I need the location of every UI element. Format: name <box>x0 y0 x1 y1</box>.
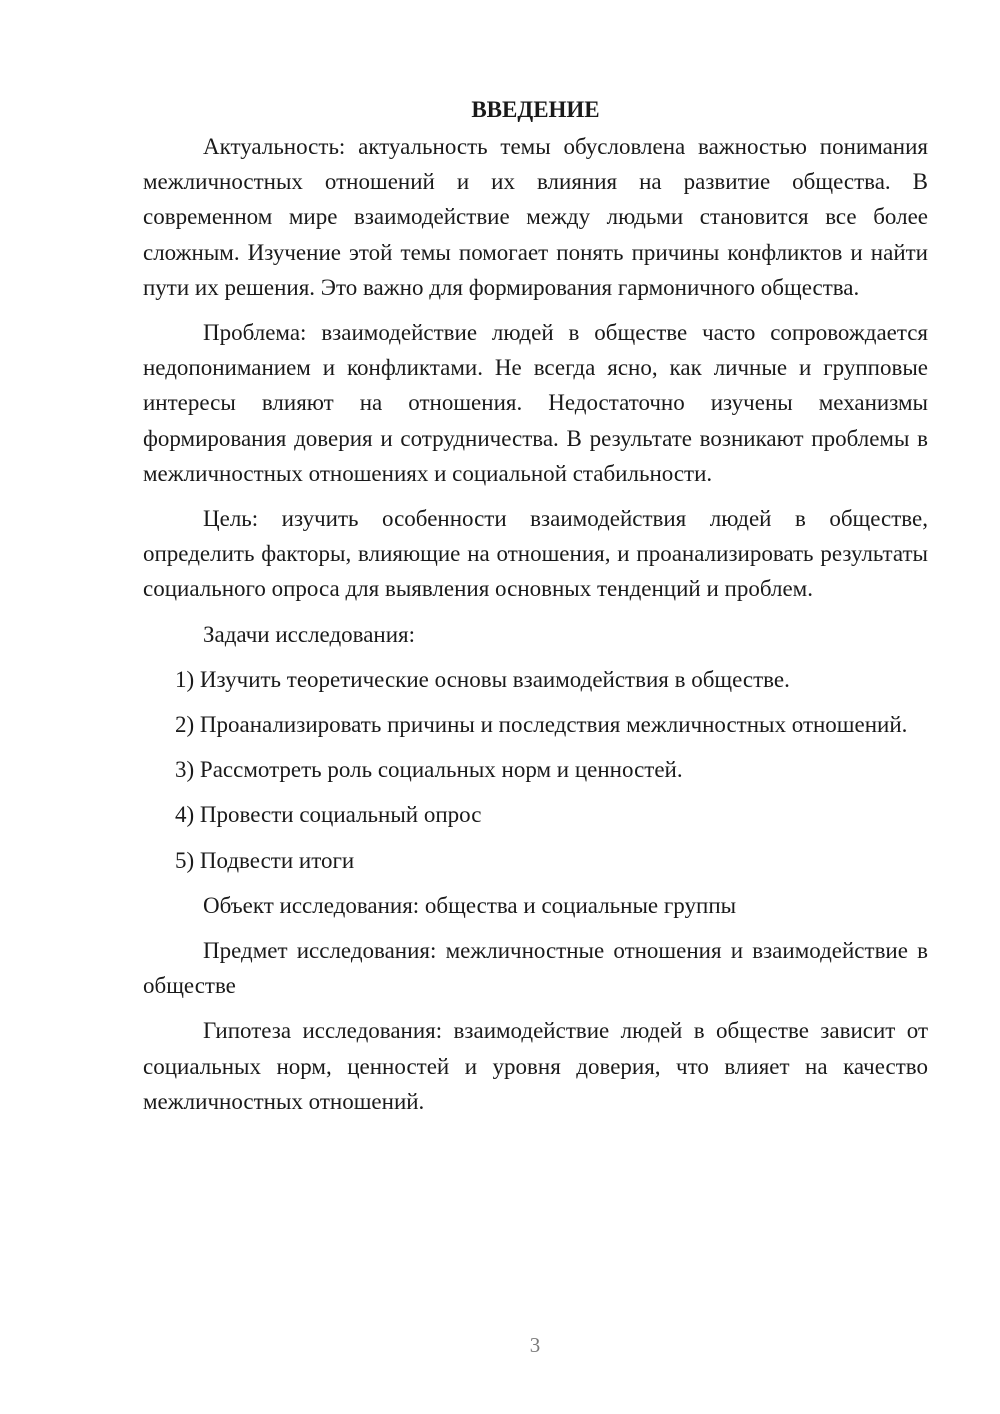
object-paragraph: Объект исследования: общества и социальные группы <box>203 892 737 918</box>
relevance-paragraph: Актуальность: актуальность темы обусловлена важностью понимания межличностных отношений и их влияния на развитие общества. В современном мире взаимодействие между людьми становится все более сложным. Изучение этой темы помогает понять причины конфликтов и найти пути их решения. Это важно для формирования гармоничного общества. <box>143 134 928 300</box>
tasks-heading: Задачи исследования: <box>203 621 416 647</box>
problem-paragraph: Проблема: взаимодействие людей в обществе часто сопровождается недопониманием и конфликтами. Не всегда ясно, как личные и групповые интересы влияют на отношения. Недостаточно изучены механизмы формирования доверия и сотрудничества. В результате возникают проблемы в межличностных отношениях и социальной стабильности. <box>143 320 928 486</box>
task-item: 4) Провести социальный опрос <box>175 802 482 828</box>
goal-paragraph: Цель: изучить особенности взаимодействия людей в обществе, определить факторы, влияющие на отношения, и проанализировать результаты социального опроса для выявления основных тенденций и проблем. <box>143 506 928 602</box>
task-item: 1) Изучить теоретические основы взаимодействия в обществе. <box>175 666 790 692</box>
page-number: 3 <box>529 1333 541 1357</box>
hypothesis-paragraph: Гипотеза исследования: взаимодействие людей в обществе зависит от социальных норм, ценностей и уровня доверия, что влияет на качество межличностных отношений. <box>143 1018 928 1114</box>
task-item: 2) Проанализировать причины и последствия межличностных отношений. <box>175 712 908 738</box>
document-page <box>143 95 928 1119</box>
task-item: 3) Рассмотреть роль социальных норм и ценностей. <box>175 757 683 783</box>
task-item: 5) Подвести итоги <box>175 847 355 873</box>
subject-paragraph: Предмет исследования: межличностные отношения и взаимодействие в обществе <box>143 938 928 999</box>
section-title: ВВЕДЕНИЕ <box>471 97 600 122</box>
